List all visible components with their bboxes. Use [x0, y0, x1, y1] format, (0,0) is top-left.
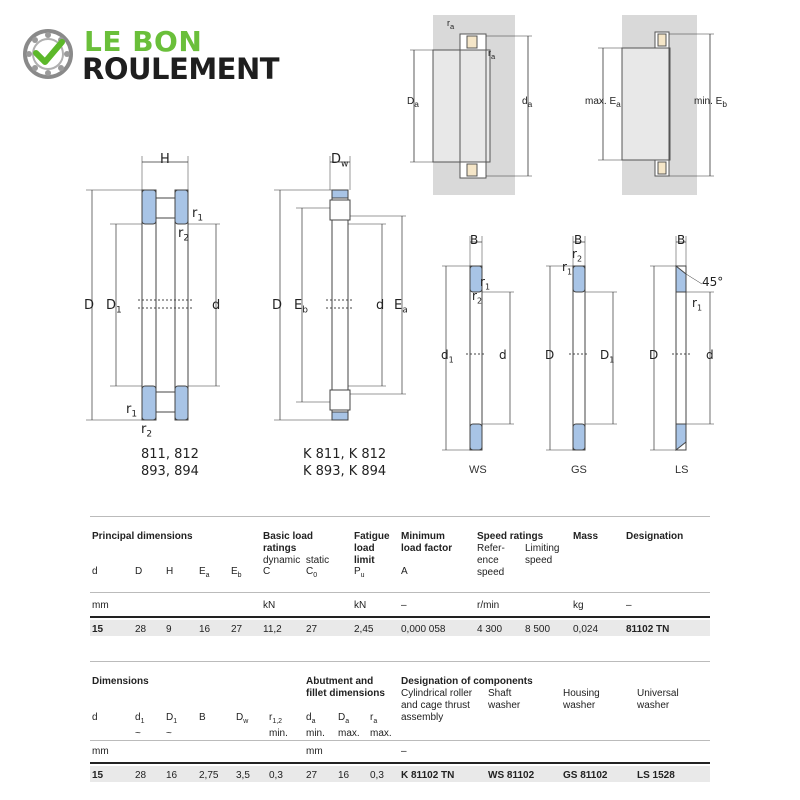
cell-mass: 0,024 [573, 624, 599, 635]
cell2-da: 27 [306, 770, 318, 781]
header-housing: Housing washer [563, 688, 600, 711]
header-fatigue: Fatigue load limit [354, 531, 390, 566]
header-designation: Designation [626, 531, 684, 542]
header-dimensions: Dimensions [92, 676, 149, 687]
label-d1-WS: $d_1$ [441, 348, 454, 365]
header-reference: Refer- ence speed [477, 543, 505, 578]
label-d-K811: d [376, 298, 385, 313]
label-da: $d_a$ [522, 96, 533, 109]
sym2-D1: $D_1$ ~ [166, 712, 178, 739]
header-cyl: Cylindrical roller and cage thrust assembly [401, 688, 473, 723]
unit2-dash: – [401, 746, 407, 757]
header-basic-load: Basic load ratings dynamic static [263, 531, 330, 566]
cell2-housing: GS 81102 [563, 770, 608, 781]
sym2-d1: $d_1$ ~ [135, 712, 145, 739]
cell-lim-speed: 8 500 [525, 624, 551, 635]
cell-H: 9 [166, 624, 172, 635]
cell-C: 11,2 [263, 624, 282, 635]
cell-C0: 27 [306, 624, 318, 635]
cell-Eb: 27 [231, 624, 243, 635]
label-B-WS: B [470, 233, 479, 247]
header-principal: Principal dimensions [92, 531, 193, 542]
washer-LS-figure [650, 236, 714, 450]
header-limiting: Limiting speed [525, 543, 560, 566]
caption-811: 811, 812 893, 894 [141, 447, 199, 479]
bearing-811-figure [86, 156, 220, 420]
sym-C0: $C_0$ [306, 566, 318, 579]
cell2-d1: 28 [135, 770, 147, 781]
cell2-shaft: WS 81102 [488, 770, 535, 781]
cell2-Dw: 3,5 [236, 770, 250, 781]
logo-line2: ROULEMENT [82, 52, 280, 86]
bearing-drawings [80, 150, 420, 440]
sym-Pu: $P_u$ [354, 566, 365, 579]
unit2-mm-1: mm [92, 746, 109, 757]
caption-LS: LS [675, 464, 689, 476]
cell-Ea: 16 [199, 624, 211, 635]
logo-line1: LE BON [84, 25, 203, 58]
label-B-LS: B [677, 233, 686, 247]
label-d-WS: d [499, 348, 507, 362]
washer-drawings [430, 230, 730, 460]
label-r1-WS: $r_1$ [480, 275, 491, 292]
cell-designation: 81102 TN [626, 624, 670, 635]
sym2-Dw: $D_w$ [236, 712, 249, 725]
cell2-B: 2,75 [199, 770, 219, 781]
cell-Pu: 2,45 [354, 624, 374, 635]
cell-A: 0,000 058 [401, 624, 446, 635]
label-d-LS: d [706, 348, 714, 362]
brand-logo [22, 26, 302, 86]
sym2-ra: $r_a$ max. [370, 712, 392, 739]
unit-dash-2: – [626, 600, 632, 611]
unit-kg: kg [573, 600, 584, 611]
unit2-mm-2: mm [306, 746, 323, 757]
label-r2-WS: $r_2$ [472, 289, 483, 306]
label-Dw: $D_w$ [331, 152, 349, 170]
label-ra-top: $r_a$ [447, 18, 455, 31]
cell2-D1: 16 [166, 770, 178, 781]
sym-A: A [401, 566, 408, 577]
sym2-d: d [92, 712, 98, 723]
header-designation-components: Designation of components [401, 676, 533, 687]
sym-H: H [166, 566, 174, 577]
abutment-left-figure [410, 15, 532, 195]
header-universal: Universal washer [637, 688, 679, 711]
bearing-K811-figure [274, 156, 406, 420]
cell-ref-speed: 4 300 [477, 624, 503, 635]
label-min-Eb: min. $E_b$ [694, 96, 727, 109]
cell-D: 28 [135, 624, 147, 635]
label-d-811: d [212, 298, 221, 313]
caption-K811: K 811, K 812 K 893, K 894 [303, 447, 387, 479]
label-H: H [160, 152, 170, 167]
header-speed: Speed ratings [477, 531, 544, 542]
label-ra-side: $r_a$ [488, 48, 496, 61]
caption-WS: WS [469, 464, 487, 476]
header-min-load: Minimum load factor [401, 531, 453, 554]
label-B-GS: B [574, 233, 583, 247]
label-r1-GS: $r_1$ [562, 260, 573, 277]
washer-WS-figure [442, 236, 514, 450]
unit-mm: mm [92, 600, 109, 611]
cell2-r12: 0,3 [269, 770, 283, 781]
unit-dash-1: – [401, 600, 407, 611]
label-r2-bot: $r_2$ [141, 422, 153, 440]
sym-C: C [263, 566, 271, 577]
sym-d: d [92, 566, 98, 577]
cell2-universal: LS 1528 [637, 770, 675, 781]
bearing-check-icon [22, 28, 74, 80]
header-shaft: Shaft washer [488, 688, 521, 711]
label-angle-LS: 45° [702, 275, 724, 289]
washer-GS-figure [546, 236, 617, 450]
label-max-Ea: max. $E_a$ [585, 96, 621, 109]
unit-rmin: r/min [477, 600, 500, 611]
unit-kN-1: kN [263, 600, 276, 611]
label-r1-top: $r_1$ [192, 206, 204, 224]
label-D1-GS: $D_1$ [600, 348, 615, 365]
label-D-811: D [84, 298, 95, 313]
label-D-LS: D [649, 348, 659, 362]
sym2-r12: $r_{1,2}$ min. [269, 712, 288, 739]
header-mass: Mass [573, 531, 599, 542]
label-r2-GS: $r_2$ [572, 247, 583, 264]
sym-D: D [135, 566, 143, 577]
header-abutment: Abutment and fillet dimensions [306, 676, 385, 699]
label-Ea-K811: $E_a$ [394, 298, 408, 316]
sym-Eb: $E_b$ [231, 566, 242, 579]
cell2-d: 15 [92, 770, 104, 781]
label-r2-top: $r_2$ [178, 226, 190, 244]
unit-kN-2: kN [354, 600, 367, 611]
caption-GS: GS [571, 464, 587, 476]
cell2-Da: 16 [338, 770, 350, 781]
label-D-K811: D [272, 298, 283, 313]
label-D-GS: D [545, 348, 555, 362]
cell-d: 15 [92, 624, 104, 635]
sym2-B: B [199, 712, 206, 723]
sym2-da: $d_a$ min. [306, 712, 325, 739]
sym-Ea: $E_a$ [199, 566, 210, 579]
label-r1-LS: $r_1$ [692, 296, 703, 313]
label-Da: $D_a$ [407, 96, 419, 109]
label-Eb-K811: $E_b$ [294, 298, 308, 316]
cell2-cyl: K 81102 TN [401, 770, 455, 781]
label-D1-811: $D_1$ [106, 298, 122, 316]
sym2-Da: $D_a$ max. [338, 712, 360, 739]
label-r1-bot: $r_1$ [126, 402, 138, 420]
cell2-ra: 0,3 [370, 770, 384, 781]
